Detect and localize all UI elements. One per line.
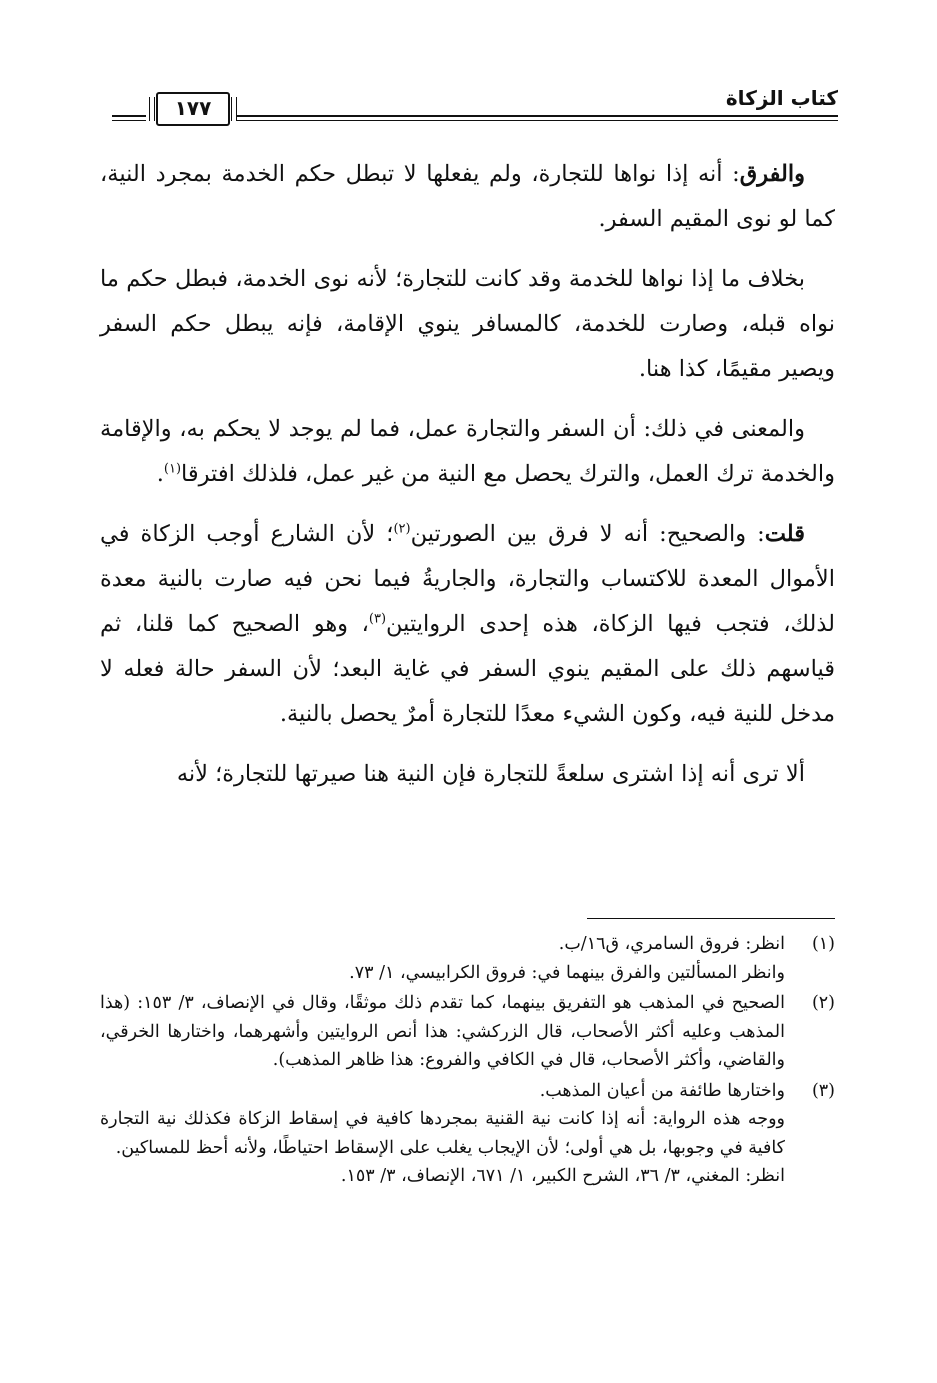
paragraph-3 — [100, 407, 835, 497]
paragraph-4-text-a: : والصحيح: أنه لا فرق بين الصورتين — [410, 521, 765, 547]
running-title: كتاب الزكاة — [725, 86, 838, 110]
paragraph-4-text-c: ، وهو الصحيح كما قلنا، ثم قياسهم ذلك على المقيم ينوي السفر في غاية البعد؛ لأن السفر حالة فعله لا مدخل للنية فيه، وكون الشيء معدًا للتجارة أمرٌ يحصل بالنية. — [100, 611, 835, 727]
paragraph-4-text-b: ؛ لأن الشارع أوجب الزكاة في الأموال المعدة للاكتساب والتجارة، والجاريةُ فيما نحن فيه صارت بالنية معدة لذلك، فتجب فيها الزكاة، هذه إحدى الروايتين — [100, 521, 835, 637]
footnote-line: وانظر المسألتين والفرق بينهما في: فروق الكرابيسي، ١/ ٧٣. — [349, 962, 785, 983]
footnote-separator — [587, 918, 835, 919]
footnote-number: (١) — [811, 934, 835, 954]
page-number: ١٧٧ — [156, 92, 230, 126]
header-rule-thin — [237, 120, 838, 121]
footnote-3 — [100, 1077, 835, 1191]
paragraph-3-text: والمعنى في ذلك: أن السفر والتجارة عمل، فما لم يوجد لا يحكم به، والإقامة والخدمة ترك العمل، والترك يحصل مع النية من غير عمل، فلذلك افترقا — [100, 416, 835, 487]
footnote-ref-2[interactable]: (٢) — [393, 521, 411, 537]
paragraph-1 — [100, 152, 835, 242]
page-header — [112, 78, 838, 128]
footnote-1 — [100, 930, 835, 987]
footnotes — [100, 930, 835, 1193]
footnote-number: (٢) — [811, 993, 835, 1013]
paragraph-5: ألا ترى أنه إذا اشترى سلعةً للتجارة فإن النية هنا صيرتها للتجارة؛ لأنه — [176, 761, 805, 787]
paragraph-3-end: . — [156, 461, 164, 487]
paragraph-2: بخلاف ما إذا نواها للخدمة وقد كانت للتجارة؛ لأنه نوى الخدمة، فبطل حكم ما نواه قبله، وصارت للخدمة، كالمسافر ينوي الإقامة، فإنه يبطل حكم السفر ويصير مقيمًا، كذا هنا. — [100, 266, 835, 382]
paragraph-1-lead: والفرق — [739, 161, 805, 187]
footnote-line: ووجه هذه الرواية: أنه إذا كانت نية القنية بمجردها كافية في إسقاط الزكاة فكذلك نية التجارة كافية في وجوبها، بل هي أولى؛ لأن الإيجاب يغلب على الإسقاط احتياطًا، ولأنه أحظ للمساكين. — [100, 1109, 785, 1158]
footnote-line: انظر: فروق السامري، ق١٦/ب. — [558, 934, 785, 954]
footnote-ref-3[interactable]: (٣) — [368, 611, 387, 627]
header-rule-left-thin — [112, 120, 146, 121]
footnote-2 — [100, 989, 835, 1075]
footnote-line: الصحيح في المذهب هو التفريق بينهما، كما تقدم ذلك موثقًا، وقال في الإنصاف، ٣/ ١٥٣: (هذا المذهب وعليه أكثر الأصحاب، قال الزركشي: هذا أنص الروايتين وأشهرهما، واختارها الخرقي، والقاضي، وأكثر الأصحاب، قال في الكافي والفروع: هذا ظاهر المذهب). — [100, 993, 786, 1070]
paragraph-1-text: : أنه إذا نواها للتجارة، ولم يفعلها لا تبطل حكم الخدمة بمجرد النية، كما لو نوى المقيم السفر. — [100, 161, 835, 232]
main-text — [100, 152, 835, 812]
header-rule — [237, 115, 838, 117]
header-rule-left — [112, 115, 146, 117]
footnote-line: واختارها طائفة من أعيان المذهب. — [539, 1080, 785, 1101]
footnote-number: (٣) — [811, 1080, 835, 1101]
footnote-line: انظر: المغني، ٣/ ٣٦، الشرح الكبير، ١/ ٦٧١، الإنصاف، ٣/ ١٥٣. — [340, 1166, 785, 1186]
paragraph-4 — [100, 512, 835, 737]
paragraph-4-lead: قلت — [764, 521, 805, 547]
footnote-ref-1[interactable]: (١) — [163, 461, 182, 477]
